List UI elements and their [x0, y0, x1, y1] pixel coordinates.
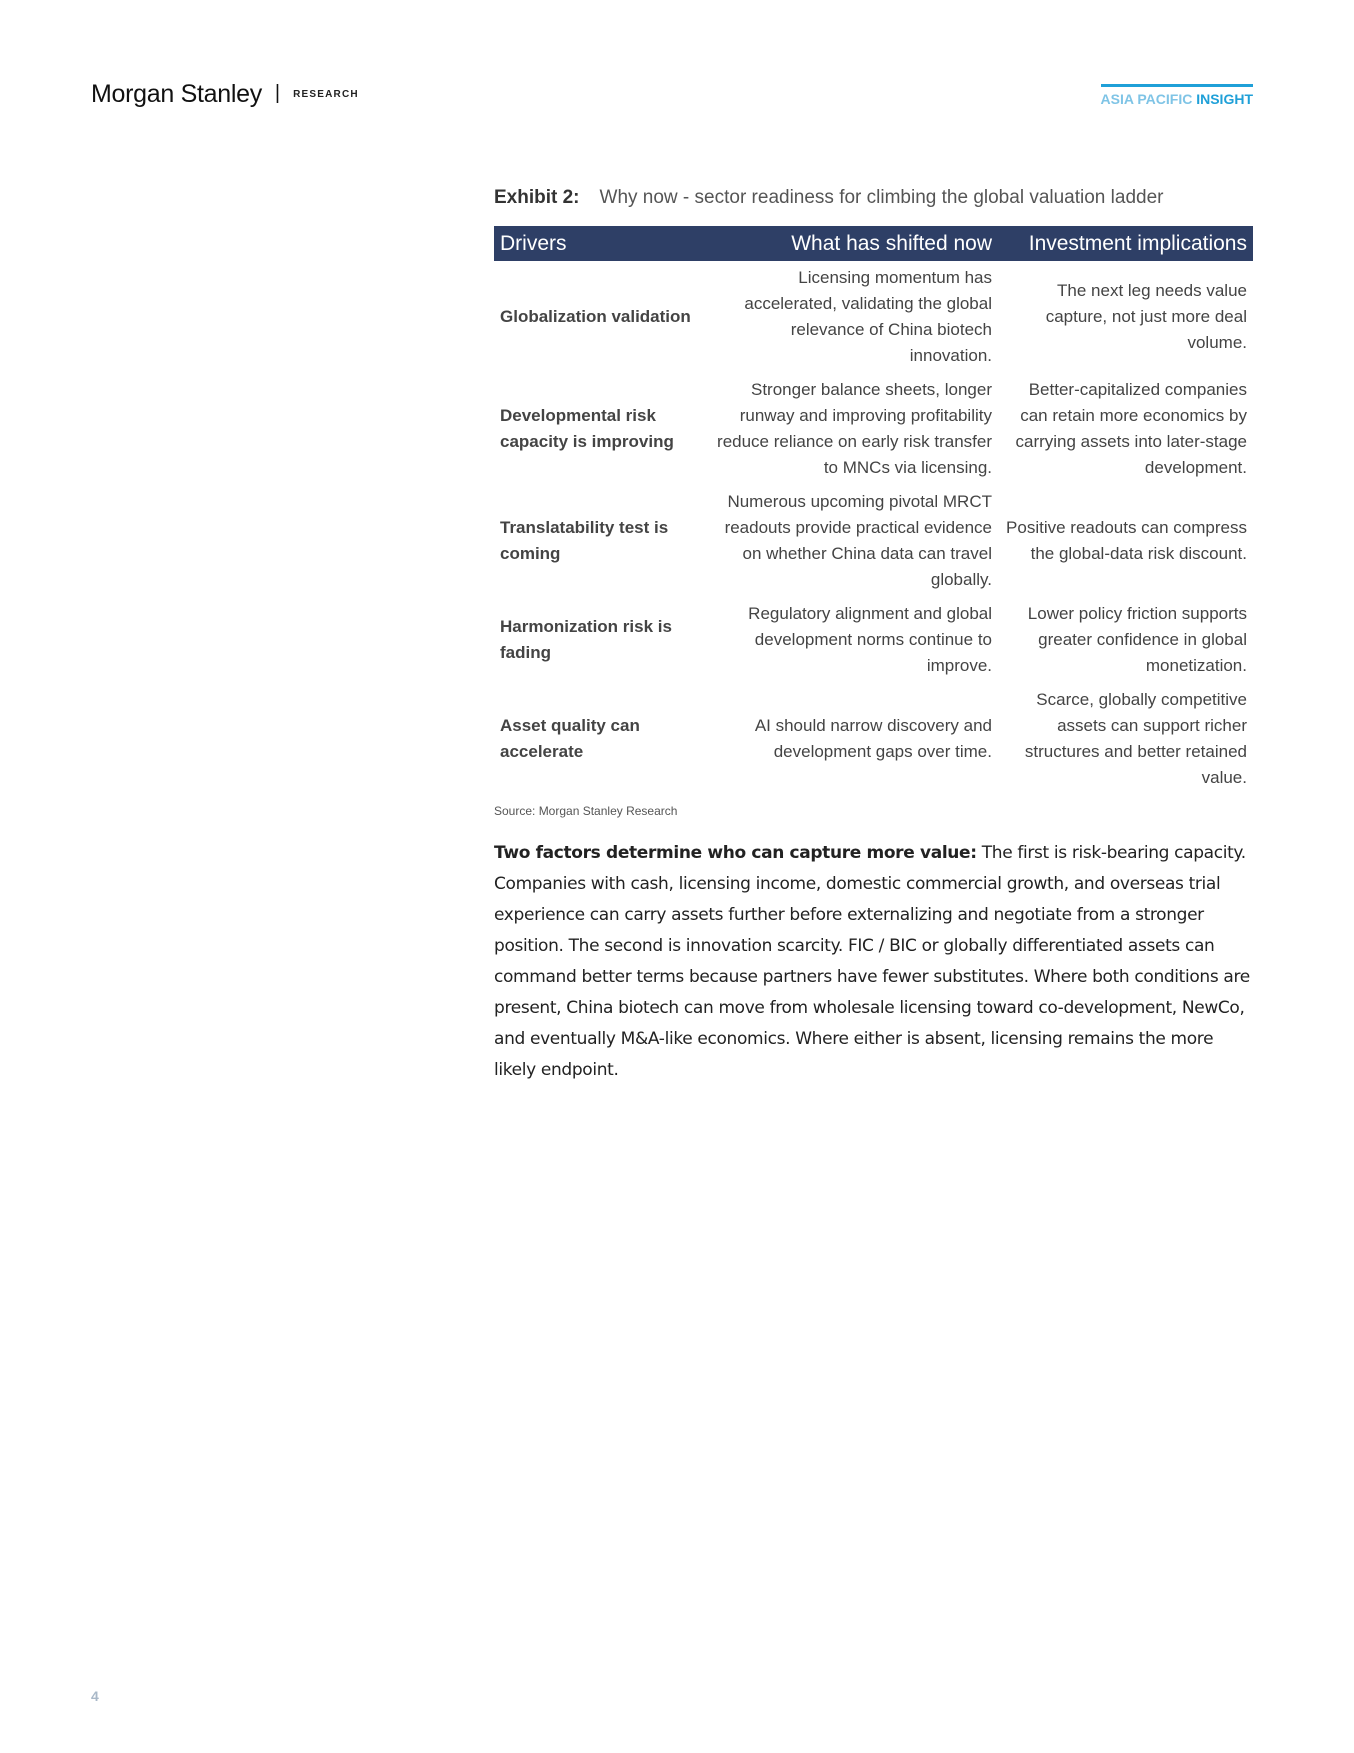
shift-cell: Numerous upcoming pivotal MRCT readouts provide practical evidence on whether China data can travel globally.: [724, 492, 992, 589]
table-row: [494, 373, 1253, 485]
column-header-implications: Investment implications: [998, 226, 1253, 261]
table-row: [494, 683, 1253, 795]
header-separator: |: [274, 82, 281, 104]
research-label: RESEARCH: [293, 89, 359, 100]
table-row: [494, 485, 1253, 597]
driver-cell: Harmonization risk is fading: [500, 617, 672, 662]
shift-cell: Regulatory alignment and global development norms continue to improve.: [748, 604, 992, 675]
implication-cell: The next leg needs value capture, not just more deal volume.: [1045, 281, 1247, 352]
exhibit-source-note: Source: Morgan Stanley Research: [494, 804, 678, 818]
main-content: [494, 187, 1253, 1103]
paragraph-text: The first is risk-bearing capacity. Companies with cash, licensing income, domestic commercial growth, and overseas trial experience can carry assets further before externalizing and negotiate from a stronger position. The second is innovation scarcity. FIC / BIC or globally differentiated assets can command better terms because partners have fewer substitutes. Where both conditions are present, China biotech can move from wholesale licensing toward co-development, NewCo, and eventually M&A-like economics. Where either is absent, licensing remains the more likely endpoint.: [494, 843, 1250, 1080]
body-paragraph: [494, 838, 1253, 1086]
exhibit-caption: Why now - sector readiness for climbing the global valuation ladder: [599, 187, 1164, 208]
column-header-drivers: Drivers: [494, 226, 704, 261]
table-row: [494, 597, 1253, 683]
table-header-row: [494, 226, 1253, 261]
table-row: [494, 261, 1253, 373]
paragraph-lead: Two factors determine who can capture more value:: [494, 843, 977, 863]
column-header-shift: What has shifted now: [704, 226, 998, 261]
implication-cell: Lower policy friction supports greater confidence in global monetization.: [1027, 604, 1247, 675]
morgan-stanley-logo: Morgan Stanley: [91, 80, 262, 108]
exhibit-label: Exhibit 2:: [494, 187, 580, 208]
page-header-brand: [91, 80, 359, 109]
series-region: ASIA PACIFIC: [1100, 91, 1193, 107]
shift-cell: Stronger balance sheets, longer runway and improving profitability reduce reliance on early risk transfer to MNCs via licensing.: [717, 380, 992, 477]
report-series-badge: [1101, 84, 1253, 107]
series-insight: INSIGHT: [1196, 91, 1253, 107]
exhibit-table: [494, 226, 1253, 795]
shift-cell: AI should narrow discovery and development gaps over time.: [754, 716, 992, 761]
driver-cell: Globalization validation: [500, 307, 691, 326]
shift-cell: Licensing momentum has accelerated, validating the global relevance of China biotech innovation.: [744, 268, 992, 365]
implication-cell: Positive readouts can compress the global-data risk discount.: [1006, 518, 1247, 563]
driver-cell: Developmental risk capacity is improving: [500, 406, 674, 451]
implication-cell: Better-capitalized companies can retain more economics by carrying assets into later-stage development.: [1015, 380, 1247, 477]
driver-cell: Translatability test is coming: [500, 518, 669, 563]
exhibit-title: [494, 187, 1253, 209]
page-number: 4: [91, 1688, 99, 1704]
driver-cell: Asset quality can accelerate: [500, 716, 640, 761]
implication-cell: Scarce, globally competitive assets can support richer structures and better retained value.: [1024, 690, 1247, 787]
